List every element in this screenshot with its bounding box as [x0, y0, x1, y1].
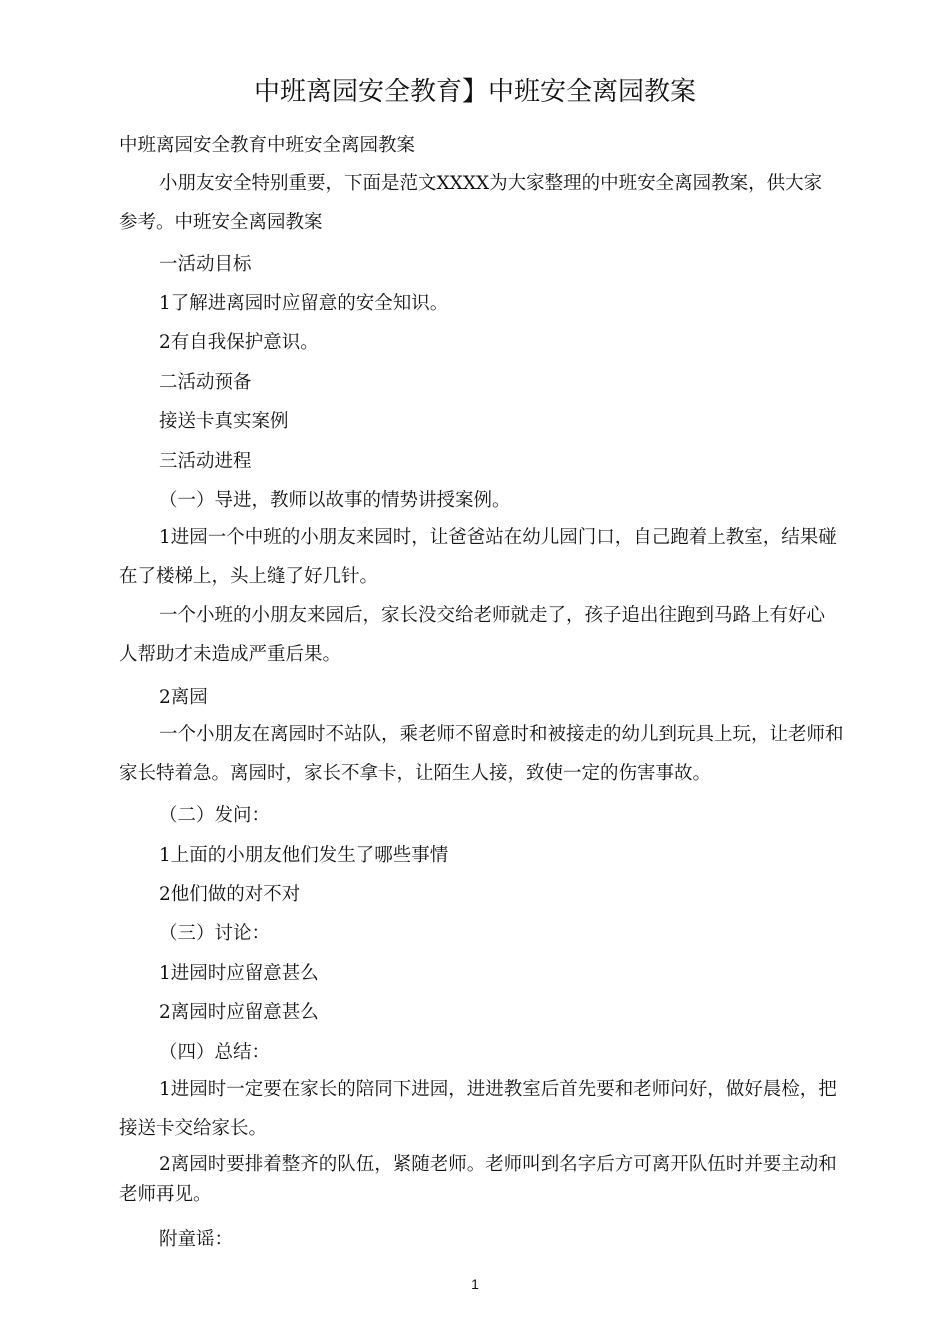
question-item-1: 1上面的小朋友他们发生了哪些事情: [159, 845, 449, 866]
heading-activity-process: 三活动进程: [159, 451, 252, 472]
summary-item-1: 1进园时一定要在家长的陪同下进园，进进教室后首先要和老师问好，做好晨检，把接送卡交给家长。: [119, 1079, 837, 1139]
heading-activity-preparation: 二活动预备: [159, 372, 252, 393]
preparation-item: 接送卡真实案例: [159, 411, 289, 432]
discussion-item-2: 2离园时应留意甚么: [159, 1002, 319, 1023]
page-number: 1: [471, 1276, 479, 1292]
case-small-class: 一个小班的小朋友来园后，家长没交给老师就走了，孩子追出往跑到马路上有好心人帮助才未造成严重后果。: [119, 605, 826, 665]
paragraph-subtitle: 中班离园安全教育中班安全离园教案: [119, 135, 416, 156]
goal-item-2: 2有自我保护意识。: [159, 332, 319, 353]
case-entering-park: 1进园一个中班的小朋友来园时，让爸爸站在幼儿园门口，自己跑着上教室，结果碰在了楼梯上，头上缝了好几针。: [119, 527, 837, 587]
heading-leaving-park: 2离园: [159, 687, 208, 708]
question-item-2: 2他们做的对不对: [159, 884, 301, 905]
summary-item-2: 2离园时要排着整齐的队伍，紧随老师。老师叫到名字后方可离开队伍时并要主动和老师再见。: [119, 1154, 837, 1205]
process-step-2: （二）发问：: [159, 805, 271, 826]
case-leaving-park: 一个小朋友在离园时不站队，乘老师不留意时和被接走的幼儿到玩具上玩，让老师和家长特着急。离园时，家长不拿卡，让陌生人接，致使一定的伤害事故。: [119, 724, 844, 784]
goal-item-1: 1了解进离园时应留意的安全知识。: [159, 293, 449, 314]
process-step-1: （一）导进，教师以故事的情势讲授案例。: [159, 490, 511, 511]
heading-activity-goals: 一活动目标: [159, 254, 252, 275]
process-step-4: （四）总结：: [159, 1042, 271, 1063]
nursery-rhyme-heading: 附童谣：: [159, 1229, 234, 1250]
discussion-item-1: 1进园时应留意甚么: [159, 963, 319, 984]
paragraph-intro: 小朋友安全特别重要，下面是范文XXXX为大家整理的中班安全离园教案，供大家参考。中班安全离园教案: [119, 173, 823, 233]
document-title: 中班离园安全教育】中班安全离园教案: [253, 77, 696, 107]
process-step-3: （三）讨论：: [159, 923, 271, 944]
